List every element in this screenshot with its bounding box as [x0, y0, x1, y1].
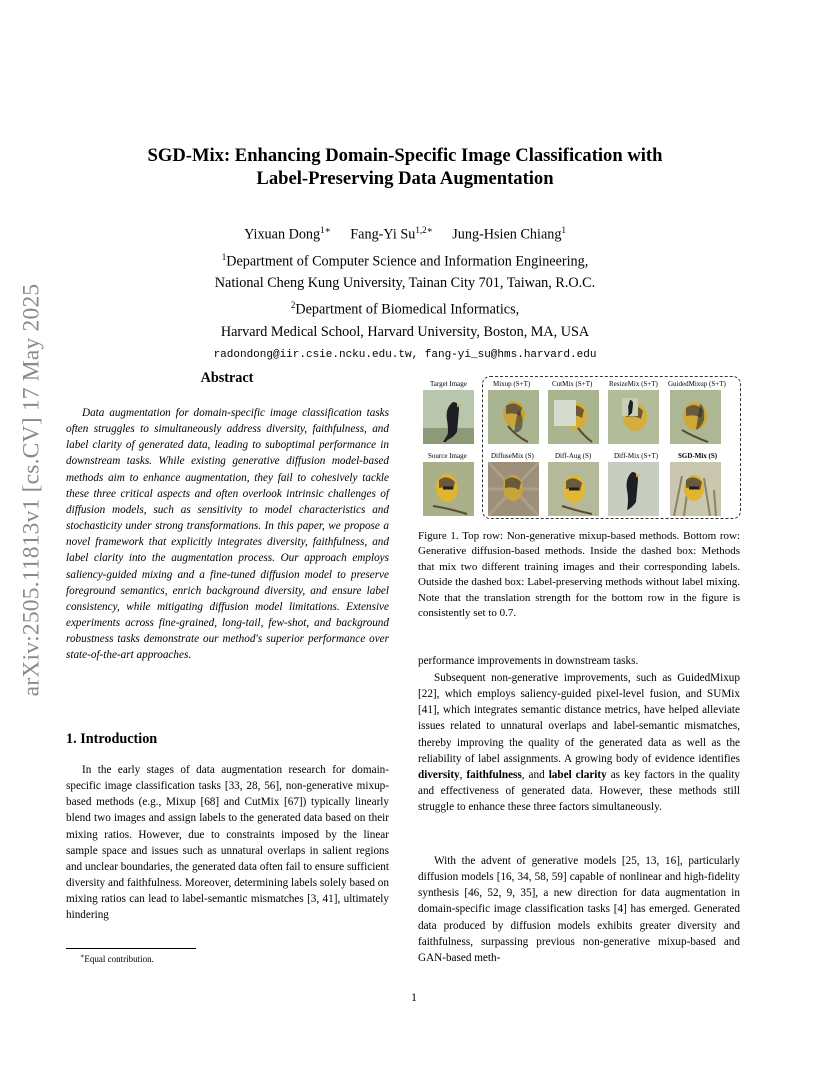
- author-names: [100, 219, 710, 246]
- arxiv-stamp: [12, 283, 52, 697]
- affiliation-1-line-2: National Cheng Kung University, Tainan City 701, Taiwan, R.O.C.: [214, 275, 596, 292]
- affiliation-2: $^2$Department of Biomedical Informatics,: [290, 300, 520, 319]
- author-name: Yixuan Dong: [244, 226, 321, 243]
- label-resizemix: ResizeMix (S+T): [609, 380, 658, 388]
- title-line-1: SGD-Mix: Enhancing Domain-Specific Image Classification with: [147, 145, 663, 166]
- source-image: [423, 462, 474, 516]
- label-source-image: Source Image: [428, 452, 467, 460]
- keyword-label-clarity: label clarity: [548, 768, 607, 781]
- label-diffusemix: DiffuseMix (S): [491, 452, 534, 460]
- right-col-paragraph-3: With the advent of generative models [25, 13, 16], particularly diffusion models [16, 34, 58, 59] capable of nonlinear and high-fidelity synthesis [46, 52, 9, 35], a new direction for data augmentation in domain-specific image classification tasks [4] has emerged. Generated data produced by diffusion models exhibits greater diversity and faithfulness, surpassing previous non-generative mixup-based and GAN-based meth-: [418, 855, 740, 964]
- author-emails: radondong@iir.csie.ncku.edu.tw, fang-yi_su@hms.harvard.edu: [213, 349, 597, 362]
- diff-aug-image: [548, 462, 599, 516]
- mixup-image: [488, 390, 539, 444]
- title-line-2: Label-Preserving Data Augmentation: [256, 168, 554, 189]
- author-sup: 1: [561, 225, 566, 235]
- right-col-paragraph-2: Subsequent non-generative improvements, such as GuidedMixup [22], which employs saliency-guided pixel-level fusion, and SUMix [41], which integrates semantic distance metrics, have helped alleviate issues related to unnatural overlaps and label-semantic mismatches, thereby improving the quality of the generated data as well as the reliability of label assignments. A growing body of evidence identifies diversity, faithfulness, and label clarity as key factors in the quality and effectiveness of generated data. However, these methods still struggle to enhance these three factors simultaneously.: [418, 672, 741, 814]
- figure-1-caption: Figure 1. Top row: Non-generative mixup-based methods. Bottom row: Generative diffusion-based methods. Inside the dashed box: Methods that mix two different training images and their corresponding labels. Outside the dashed box: Label-preserving methods without label mixing. Note that the translation strength for the bottom row in the figure is consistently set to 0.7.: [418, 530, 740, 620]
- affiliation-2-line-2: Harvard Medical School, Harvard University, Boston, MA, USA: [220, 324, 590, 341]
- author-sup: 1,2∗: [415, 225, 433, 235]
- right-col-paragraph-1: performance improvements in downstream tasks.: [418, 655, 639, 667]
- label-diff-mix: Diff-Mix (S+T): [614, 452, 659, 460]
- author-block: [100, 219, 710, 366]
- figure-1: [418, 373, 746, 525]
- section-heading-introduction: 1. Introduction: [66, 731, 158, 747]
- label-guidedmixup: GuidedMixup (S+T): [668, 380, 726, 388]
- label-mixup: Mixup (S+T): [493, 380, 531, 388]
- keyword-faithfulness: faithfulness: [466, 768, 522, 781]
- label-target-image: Target Image: [430, 380, 467, 388]
- label-cutmix: CutMix (S+T): [552, 380, 593, 388]
- cutmix-image: [548, 390, 599, 444]
- keyword-diversity: diversity: [418, 768, 460, 781]
- author-sup: 1∗: [320, 225, 331, 235]
- author-name: Fang-Yi Su: [350, 226, 416, 243]
- abstract-text: Data augmentation for domain-specific image classification tasks often struggles to simultaneously address diversity, faithfulness, and label clarity of generated data, leading to suboptimal performance in downstream tasks. While existing generative diffusion model-based methods aim to enhance augmentation, they fail to cohesively tackle these three critical aspects and often overlook intrinsic challenges of diffusion models, such as sensitivity to model characteristics and stochasticity under strong transformations. In this paper, we propose a novel framework that explicitly integrates diversity, faithfulness, and label clarity into the augmentation process. Our approach employs saliency-guided mixing and a fine-tuned diffusion model to preserve foreground semantics, enrich background diversity, and ensure label consistency, while mitigating diffusion model limitations. Extensive experiments across fine-grained, long-tail, few-shot, and background robustness tasks demonstrate our method's superior performance over state-of-the-art approaches.: [66, 407, 389, 662]
- introduction-text: In the early stages of data augmentation research for domain-specific image classification tasks [33, 28, 56], non-generative mixup-based methods (e.g., Mixup [68] and CutMix [67]) typically linearly blend two images and assign labels to the generated data based on their mixing ratios. However, due to constraints imposed by the linear sample space and issues such as unnatural overlaps in salient regions and unclear boundaries, the generated data often fail to ensure sufficient diversity and faithfulness. Moreover, determining labels solely based on mixing ratios can lead to label-semantic mismatches [3, 41], ultimately hindering: [66, 764, 389, 922]
- author-name: Jung-Hsien Chiang: [452, 226, 562, 243]
- affiliation-1: $^1$Department of Computer Science and Information Engineering,: [221, 251, 589, 270]
- sgd-mix-image: [670, 462, 721, 516]
- diffusemix-image: [488, 462, 539, 516]
- label-diff-aug: Diff-Aug (S): [555, 452, 592, 460]
- page-number: 1: [411, 992, 417, 1004]
- label-sgd-mix: SGD-Mix (S): [678, 452, 718, 460]
- abstract-heading: Abstract: [200, 370, 254, 386]
- footnote-rule: [66, 948, 196, 949]
- guidedmixup-image: [670, 390, 721, 444]
- arxiv-id: arXiv:2505.11813v1 [cs.CV] 17 May 2025: [18, 283, 45, 697]
- diff-mix-image: [608, 462, 659, 516]
- footnote: ∗Equal contribution.: [80, 953, 154, 964]
- paper-title: [100, 144, 710, 190]
- target-image: [423, 390, 474, 444]
- resizemix-image: [608, 390, 659, 444]
